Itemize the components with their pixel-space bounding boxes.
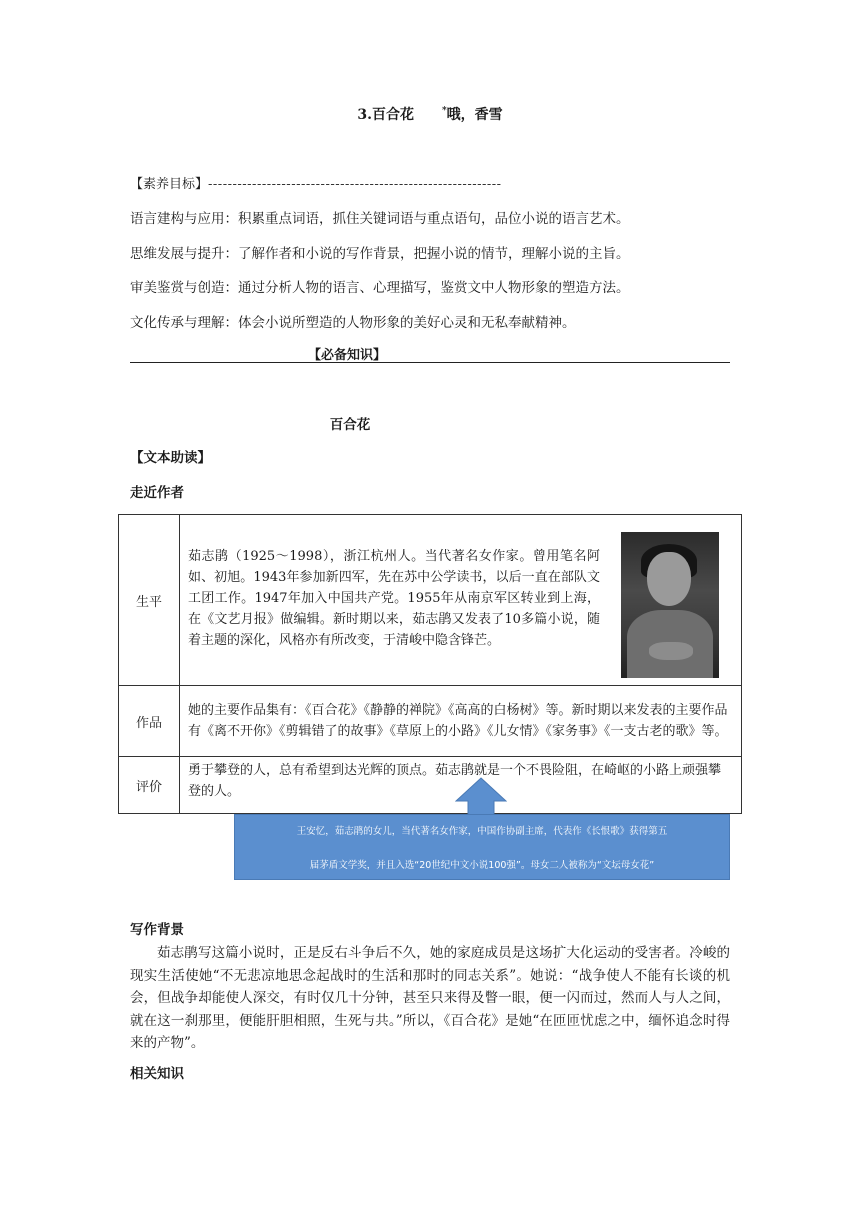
works-label: 作品 bbox=[119, 686, 180, 757]
goal-item: 文化传承与理解：体会小说所塑造的人物形象的美好心灵和无私奉献精神。 bbox=[130, 315, 576, 331]
author-photo bbox=[621, 532, 719, 678]
table-row bbox=[119, 515, 742, 686]
goal-item: 思维发展与提升：了解作者和小说的写作背景，把握小说的情节，理解小说的主旨。 bbox=[130, 246, 630, 262]
eval-label: 评价 bbox=[119, 757, 180, 814]
section-heading: 【必备知识】 bbox=[308, 348, 387, 363]
callout-line: 届茅盾文学奖，并且入选“20世纪中文小说100强”。母女二人被称为“文坛母女花” bbox=[309, 860, 655, 871]
background-text: 茹志鹃写这篇小说时，正是反右斗争后不久，她的家庭成员是这场扩大化运动的受害者。冷峻的现实生活使她“不无悲凉地思念起战时的生活和那时的同志关系”。她说：“战争使人不能有长谈的机会，但战争却能使人深交，有时仅几十分钟，甚至只来得及瞥一眼，便一闪而过，然而人与人之间，就在这一刹那里，便能肝胆相照，生死与共。”所以，《百合花》是她“在匝匝忧虑之中，缅怀追念时得来的产物”。 bbox=[130, 945, 730, 1051]
callout-box bbox=[234, 814, 730, 880]
page-title bbox=[0, 104, 860, 124]
section-divider bbox=[130, 344, 730, 363]
table-row bbox=[119, 686, 742, 757]
background-label: 写作背景 bbox=[130, 922, 184, 938]
author-table bbox=[118, 514, 742, 814]
goal-item: 语言建构与应用：积累重点词语，抓住关键词语与重点语句，品位小说的语言艺术。 bbox=[130, 211, 630, 227]
life-text: 茹志鹃（1925～1998），浙江杭州人。当代著名女作家。曾用笔名阿如、初旭。1943年参加新四军，先在苏中公学读书，以后一直在部队文工团工作。1947年加入中国共产党。1955年从南京军区转业到上海，在《文艺月报》做编辑。新时期以来，茹志鹃又发表了10多篇小说，随着主题的深化，风格亦有所改变，于清峻中隐含锋芒。 bbox=[188, 549, 600, 648]
goals-dashes: ------------------------------------------------------------ bbox=[208, 177, 502, 192]
goal-item: 审美鉴赏与创造：通过分析人物的语言、心理描写，鉴赏文中人物形象的塑造方法。 bbox=[130, 280, 630, 296]
life-cell bbox=[180, 515, 742, 686]
text-title: 百合花 bbox=[329, 417, 371, 433]
title-sup: * bbox=[441, 106, 447, 117]
author-label: 走近作者 bbox=[130, 485, 184, 501]
works-text: 她的主要作品集有：《百合花》《静静的禅院》《高高的白杨树》等。新时期以来发表的主要作品有《离不开你》《剪辑错了的故事》《草原上的小路》《儿女情》《家务事》《一支古老的歌》等。 bbox=[180, 686, 742, 757]
table-row bbox=[119, 757, 742, 814]
title-second: 哦，香雪 bbox=[446, 107, 503, 123]
related-label: 相关知识 bbox=[130, 1066, 184, 1082]
callout-line: 王安忆，茹志鹃的女儿，当代著名女作家，中国作协副主席，代表作《长恨歌》获得第五 bbox=[296, 826, 668, 837]
goals-label: 【素养目标】 bbox=[130, 177, 209, 192]
goals-header bbox=[130, 173, 502, 192]
life-label: 生平 bbox=[119, 515, 180, 686]
reading-label: 【文本助读】 bbox=[130, 450, 211, 466]
title-main: 3.百合花 bbox=[357, 107, 414, 123]
eval-text: 勇于攀登的人，总有希望到达光辉的顶点。茹志鹃就是一个不畏险阻，在崎岖的小路上顽强攀登的人。 bbox=[180, 757, 742, 814]
